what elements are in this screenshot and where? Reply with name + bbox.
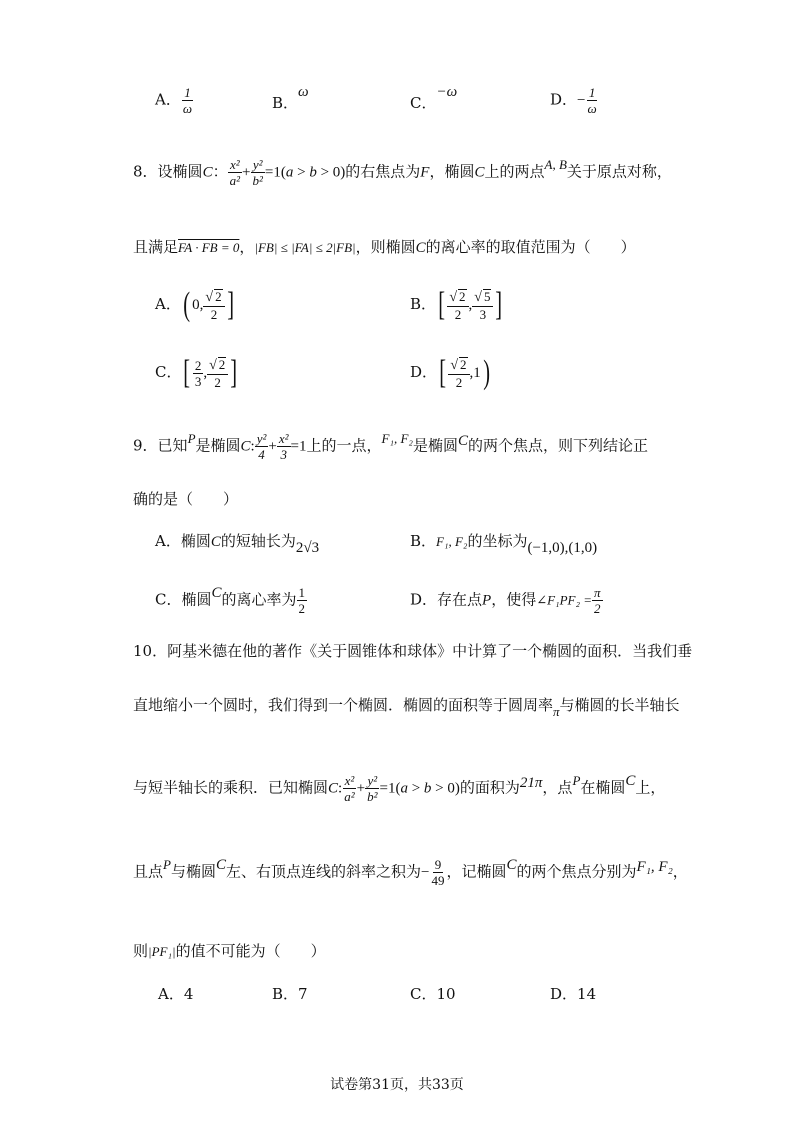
q8-stem-line1: 8．设椭圆C： $\frac{\text{x²}}{\text{a²}}$ + $\frac{\text{y²}}{\text{b²}}$ =1(a > b > 0)的右焦点为F，椭圆C上的两点A, B关于原点对称， (133, 156, 672, 188)
q10-stem-line3: 与短半轴长的乘积．已知椭圆C: $\frac{\text{x²}}{\text{a²}}$ + $\frac{\text{y²}}{\text{b²}}$ =1(a > b > 0)的面积为21π，点P在椭圆C上， (133, 772, 666, 804)
q7-option-d: D．− $\frac{1}{\omega}$ (550, 85, 597, 116)
q7-option-b: B．ω (272, 84, 309, 112)
q8-stem-line2: 且满足FA · FB = 0，|FB| ≤ |FA| ≤ 2|FB|，则椭圆C的离心率的取值范围为（ ） (133, 238, 636, 256)
q7-option-c: C．−ω (410, 84, 458, 112)
q9-stem-line2: 确的是（ ） (133, 490, 239, 508)
q9-option-b: B．F₁, F₂的坐标为(−1,0),(1,0) (410, 532, 598, 556)
q9-option-d: D．存在点P，使得∠F₁PF₂ = $\frac{\pi}{2}$ (410, 585, 601, 616)
q10-stem-line4: 且点P与椭圆C左、右顶点连线的斜率之积为− $\frac{9}{49}$ ，记椭圆C的两个焦点分别为F₁, F₂， (133, 856, 688, 888)
q8-option-d: D．[ $\frac{√ 2}{2}$ ,1) (410, 354, 490, 391)
q8-option-a: A．( 0, $\frac{√ 2}{2}$ ] (155, 286, 234, 323)
page-footer: 试卷第31页，共33页 (330, 1077, 464, 1093)
q8-option-c: C．[ $\frac{2}{3}$ , $\frac{√ 2}{2}$ ] (155, 354, 238, 391)
q8-option-b: B．[ $\frac{√ 2}{2}$ , $\frac{√ 5}{3}$ ] (410, 286, 503, 323)
q10-option-a: A．4 (158, 985, 194, 1003)
q9-stem-line1: 9．已知P是椭圆C: $\frac{\text{y²}}{4}$ + $\frac{\text{x²}}{3}$ =1上的一点，F₁, F₂是椭圆C的两个焦点，则下列结论正 (133, 430, 648, 462)
q9-option-a: A．椭圆C的短轴长为2√3 (155, 532, 320, 556)
q7-option-a: A． $\frac{1}{\omega}$ (155, 85, 193, 116)
q10-stem-line2: 直地缩小一个圆时，我们得到一个椭圆．椭圆的面积等于圆周率π与椭圆的长半轴长 (133, 696, 680, 719)
q10-option-b: B．7 (272, 985, 308, 1003)
q10-stem-line5: 则|PF₁|的值不可能为（ ） (133, 942, 326, 960)
q10-option-c: C．10 (410, 985, 456, 1003)
q10-stem-line1: 10．阿基米德在他的著作《关于圆锥体和球体》中计算了一个椭圆的面积．当我们垂 (133, 642, 693, 660)
q10-option-d: D．14 (550, 985, 597, 1003)
q9-option-c: C．椭圆C的离心率为 $\frac{1}{2}$ (155, 584, 306, 616)
